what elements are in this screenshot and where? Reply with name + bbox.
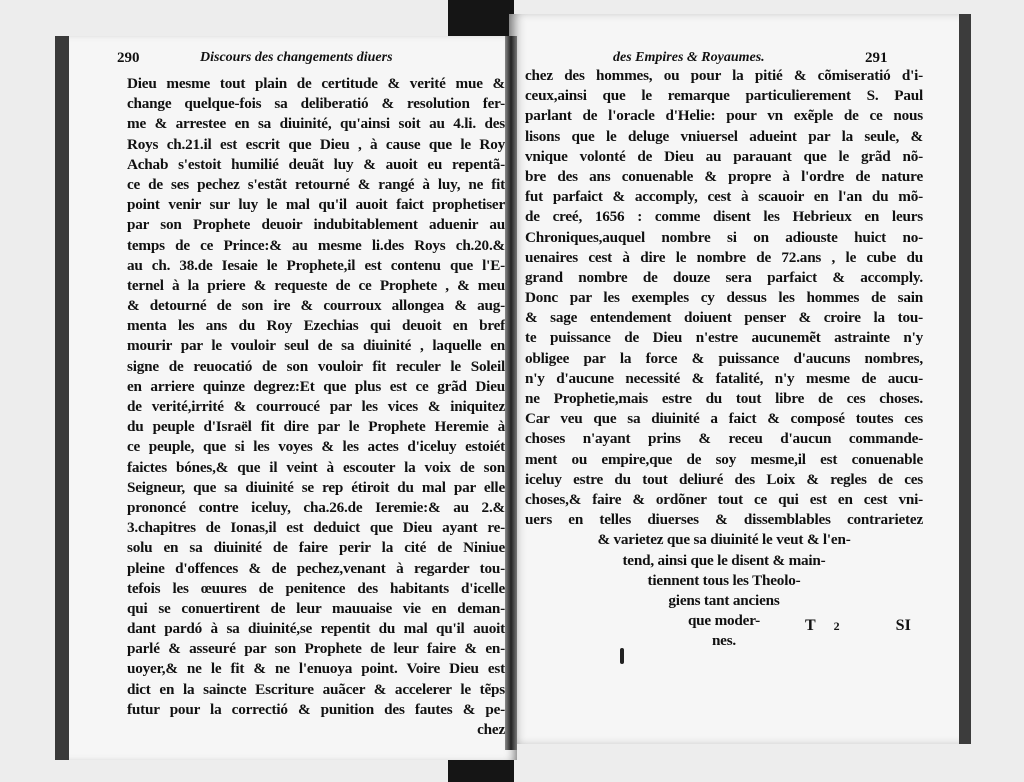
left-page-text-line: chez	[477, 721, 505, 738]
right-page-text-line: parlant de l'oracle d'Helie: pour vn exẽple de ce nous	[525, 107, 923, 125]
left-page-text-line: 3.chapitres de Ionas,il est deduict que Dieu ayant re-	[127, 519, 505, 537]
left-page-text-line: temps de ce Prince:& au mesme li.des Roys ch.20.&	[127, 236, 505, 254]
right-page-text-line: te puissance de Dieu n'estre aucunemẽt astrainte n'y	[525, 329, 923, 347]
left-page-text-line: ternel à la priere & requeste de ce Prophete , & meu	[127, 276, 505, 294]
right-page-text-line: Donc par les exemples cy dessus les hommes de sain	[525, 289, 923, 307]
right-page-text-line: fut parfaict & accomply, cest à scauoir en l'an du mõ-	[525, 188, 923, 206]
right-page-number: 291	[865, 50, 888, 66]
left-page-text-line: mourir par le vouloir seul de sa diuinité , laquelle en	[127, 337, 505, 355]
right-page-text-line: & sage entendement doiuent penser & croire la tou-	[525, 309, 923, 327]
right-page-text-line: nes.	[711, 632, 737, 650]
right-text-block	[525, 66, 923, 651]
signature-number: 2	[833, 619, 840, 633]
left-page-text-line: dict en la saincte Escriture auãcer & accelerer le tẽps	[127, 680, 505, 698]
catchword: SI	[895, 617, 911, 634]
left-page-text-line: Seigneur, que sa diuinité se rep étiroit du mal par elle	[127, 478, 505, 496]
left-page-text-line: futur pour la correctió & punition des fautes & pe-	[127, 700, 505, 718]
right-page-text-line: obligee par la force & puissance d'aucuns nombres,	[525, 349, 923, 367]
right-page-text-line: Chroniques,auquel nombre si on adiouste huict no-	[525, 228, 923, 246]
left-page-text-line: prononcé contre iceluy, cha.26.de Ieremie:& au 2.&	[127, 498, 505, 516]
left-page-text-line: solu en sa diuinité de faire perir la cité de Niniue	[127, 539, 505, 557]
left-page-text-line: du peuple d'Israël fit dire par le Prophete Heremie à	[127, 418, 505, 436]
left-page-text-line: me & arrestee en sa diuinité, qu'ainsi soit au 4.li. des	[127, 115, 505, 133]
right-page-text-line: choses,& faire & ordõner tout ce qui est en cest vni-	[525, 490, 923, 508]
signature-mark: T	[805, 617, 816, 634]
ink-smudge	[620, 648, 624, 664]
left-page-text-line: faictes bónes,& que il veint à escouter la voix de son	[127, 458, 505, 476]
right-page-text-line: de creé, 1656 : comme disent les Hebrieux en leurs	[525, 208, 923, 226]
right-page-text-line: giens tant anciens	[668, 591, 780, 609]
left-page-text-line: qui se conuertirent de leur mauuaise vie en deman-	[127, 599, 505, 617]
left-page-text-line: Achab s'estoit humilié deuãt luy & auoit eu repentã-	[127, 155, 505, 173]
left-running-head: Discours des changements diuers	[200, 50, 393, 65]
left-page-text-line: uoyer,& ne le fit & ne l'enuoya point. Voire Dieu est	[127, 660, 505, 678]
left-page-text-line: au ch. 38.de Iesaie le Prophete,il est contenu que l'E-	[127, 256, 505, 274]
left-page-text-line: ce de ses pechez s'estãt retourné & rangé à luy, ne fit	[127, 175, 505, 193]
left-page-text-line: en arriere quinze degrez:Et que plus est ce grãd Dieu	[127, 377, 505, 395]
left-page-text-line: ce peuple, que si les voyes & les actes d'iceluy estoiét	[127, 438, 505, 456]
book-gutter	[505, 36, 517, 750]
left-page-text-line: point venir sur luy le mal qu'il auoit faict prophetiser	[127, 196, 505, 214]
left-page-text-line: dant pardó à sa diuinité,se repentit du mal qu'il auoit	[127, 620, 505, 638]
right-page-text-line: vnique volonté de Dieu au parauant que le grãd nõ-	[525, 147, 923, 165]
right-page-text-line: bre des ans conuenable & propre à l'ordre de nature	[525, 167, 923, 185]
left-page-text-line: tefois les œuures de penitence des habitants d'icelle	[127, 579, 505, 597]
right-page-text-line: ment ou empire,que de soy mesme,il est conuenable	[525, 450, 923, 468]
right-running-head: des Empires & Royaumes.	[613, 50, 765, 65]
right-page	[509, 14, 971, 744]
right-page-text-line: tiennent tous les Theolo-	[647, 571, 801, 589]
right-page-text-line: ceux,ainsi que le remarque particulierement S. Paul	[525, 87, 923, 105]
left-page-text-line: menta les ans du Roy Ezechias qui deuoit en bref	[127, 317, 505, 335]
left-page-text-line: Roys ch.21.il est escrit que Dieu , à cause que le Roy	[127, 135, 505, 153]
right-page-text-line: & varietez que sa diuinité le veut & l'en-	[597, 531, 851, 549]
right-page-text-line: ne Prophetie,mais estre du tout libre de ces choses.	[525, 390, 923, 407]
left-page-text-line: & detourné de son ire & courroux allongea & aug-	[127, 297, 505, 315]
right-page-text-line: choses n'ayant prins & receu d'aucun commande-	[525, 430, 923, 448]
left-page-text-line: change quelque-fois sa deliberatió & resolution fer-	[127, 95, 505, 113]
left-page-text-line: pleine d'offences & de pechez,venant à regarder tou-	[127, 559, 505, 577]
signature-line	[805, 617, 911, 635]
right-page-text-line: uenaires cest à dire le nombre de 72.ans , le cube du	[525, 248, 923, 266]
right-page-text-line: uers en telles diuerses & dissemblables contrarietez	[525, 511, 923, 529]
left-page-text-line: de verité,irrité & courroucé par les vices & iniquitez	[127, 398, 505, 415]
left-page	[55, 36, 517, 760]
left-page-text-line: signe de reuocatió de son vouloir fit reculer le Soleil	[127, 357, 505, 375]
left-page-text-line: Dieu mesme tout plain de certitude & verité mue &	[127, 75, 505, 92]
right-page-text-line: chez des hommes, ou pour la pitié & cõmiseratió d'i-	[525, 67, 923, 84]
right-page-text-line: tend, ainsi que le disent & main-	[622, 551, 826, 569]
left-text-block	[127, 74, 505, 740]
right-page-text-line: iceluy estre du tout deliuré des Loix & regles de ces	[525, 470, 923, 488]
left-page-text-line: parlé & asseuré par son Prophete de leur faire & en-	[127, 640, 505, 658]
right-page-text-line: que moder-	[687, 612, 761, 630]
right-page-text-line: Car veu que sa diuinité a faict & composé toutes ces	[525, 410, 923, 428]
right-page-text-line: grand nombre de douze sera parfaict & accomply.	[525, 268, 923, 286]
left-page-number: 290	[117, 50, 140, 66]
left-page-text-line: par son Prophete deuoir indubitablement aduenir au	[127, 216, 505, 234]
right-page-text-line: lisons que le deluge vniuersel adueint par la seule, &	[525, 127, 923, 145]
right-page-text-line: n'y d'aucune necessité & fatalité, n'y mesme de aucu-	[525, 369, 923, 387]
